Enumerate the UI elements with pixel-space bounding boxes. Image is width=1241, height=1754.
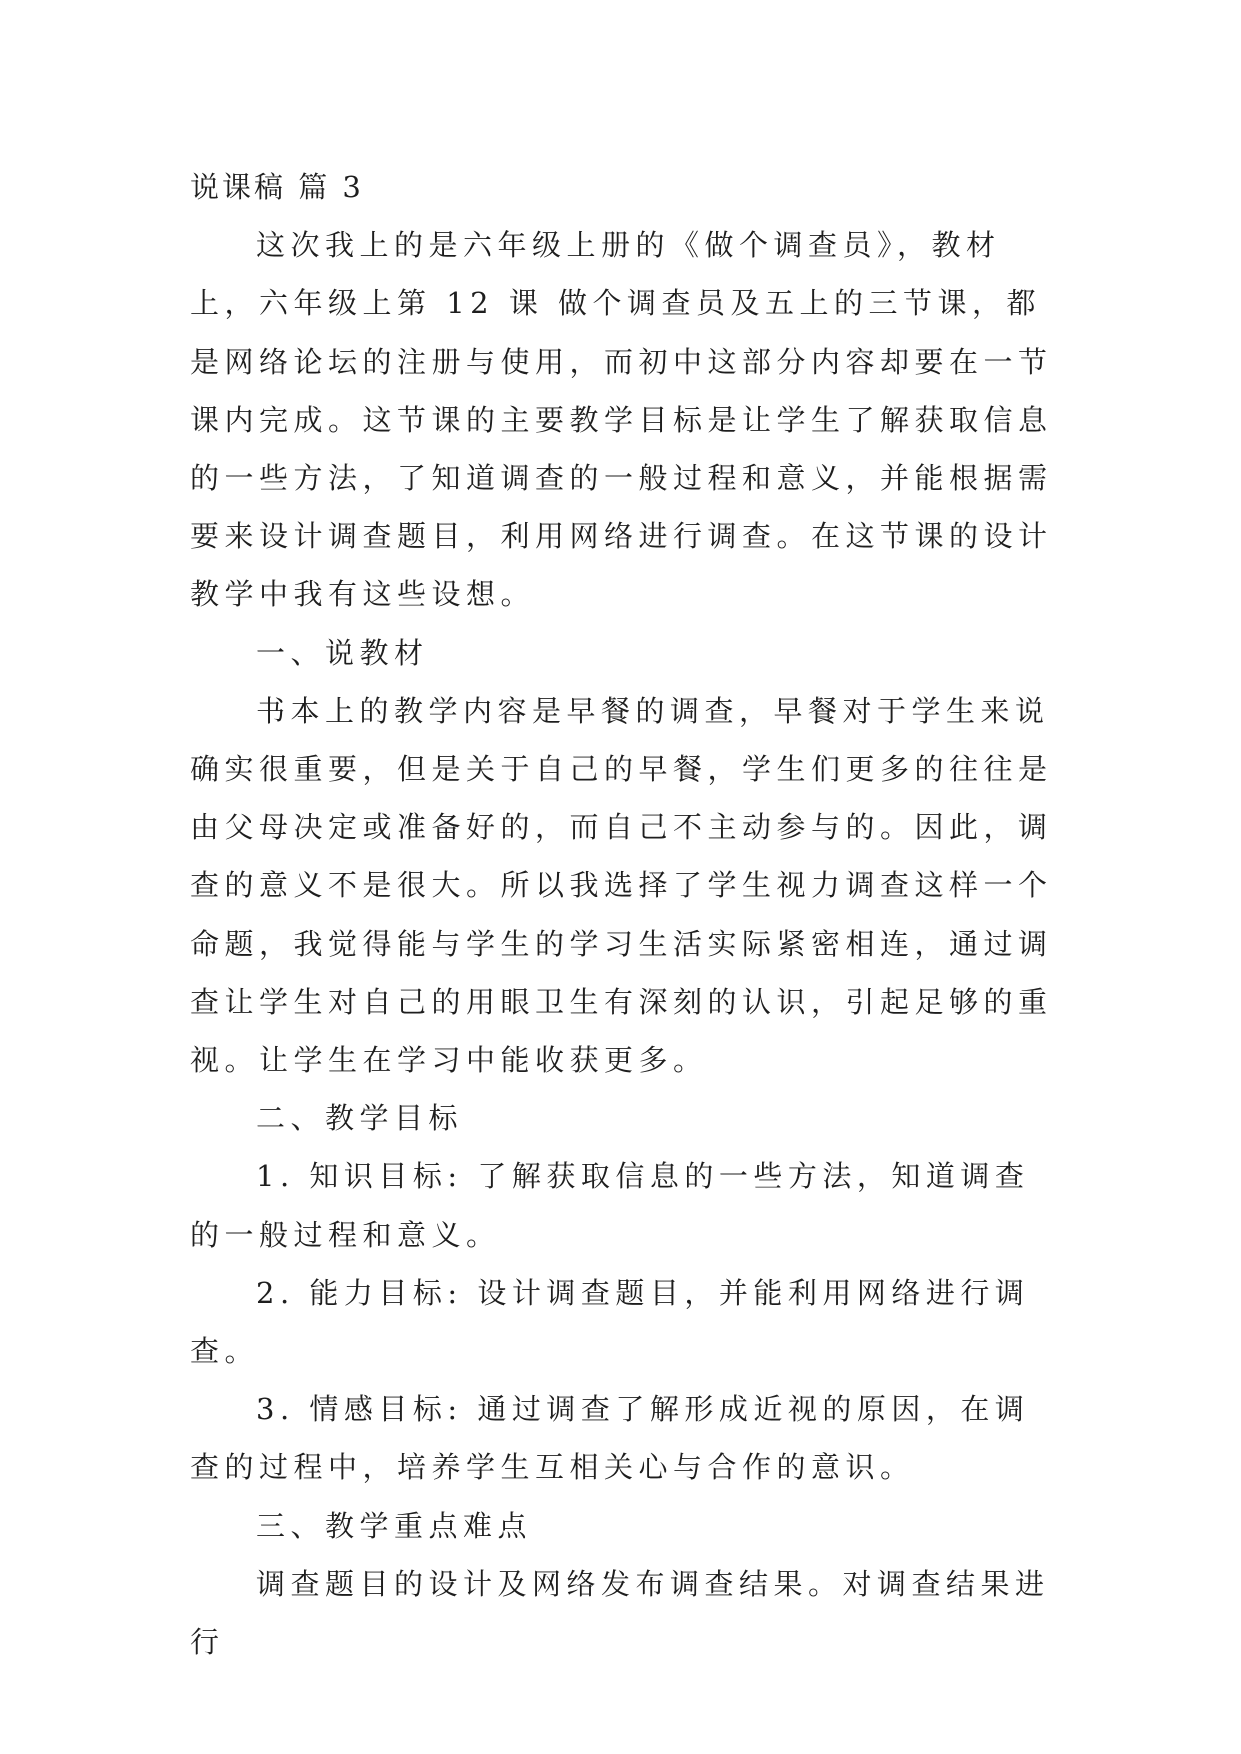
section-heading-objectives: 二、教学目标 [256,1101,464,1136]
textbook-paragraph: 书本上的教学内容是早餐的调查，早餐对于学生来说确实很重要，但是关于自己的早餐，学生们更多的往往是由父母决定或准备好的，而自己不主动参与的。因此，调查的意义不是很大。所以我选择了学生视力调查这样一个命题，我觉得能与学生的学习生活实际紧密相连，通过调查让学生对自己的用眼卫生有深刻的认识，引起足够的重视。让学生在学习中能收获更多。 [190,693,1053,1078]
document-title: 说课稿 篇 3 [190,170,364,204]
document-body [190,158,1060,1671]
key-points-paragraph: 调查题目的设计及网络发布调查结果。对调查结果进行 [190,1566,1050,1660]
section-heading-textbook: 一、说教材 [256,635,429,670]
objective-emotion: 3. 情感目标: 通过调查了解形成近视的原因，在调查的过程中，培养学生互相关心与合作的意识。 [190,1392,1030,1485]
section-heading-key-points: 三、教学重点难点 [256,1508,533,1543]
objective-ability: 2. 能力目标: 设计调查题目，并能利用网络进行调查。 [190,1275,1030,1369]
intro-paragraph: 这次我上的是六年级上册的《做个调查员》，教材上，六年级上第 12 课 做个调查员及五上的三节课，都是网络论坛的注册与使用，而初中这部分内容却要在一节课内完成。这节课的主要教学目标是让学生了解获取信息的一些方法，了知道调查的一般过程和意义，并能根据需要来设计调查题目，利用网络进行调查。在这节课的设计教学中我有这些设想。 [190,228,1053,612]
objective-knowledge: 1. 知识目标: 了解获取信息的一些方法，知道调查的一般过程和意义。 [190,1159,1030,1252]
